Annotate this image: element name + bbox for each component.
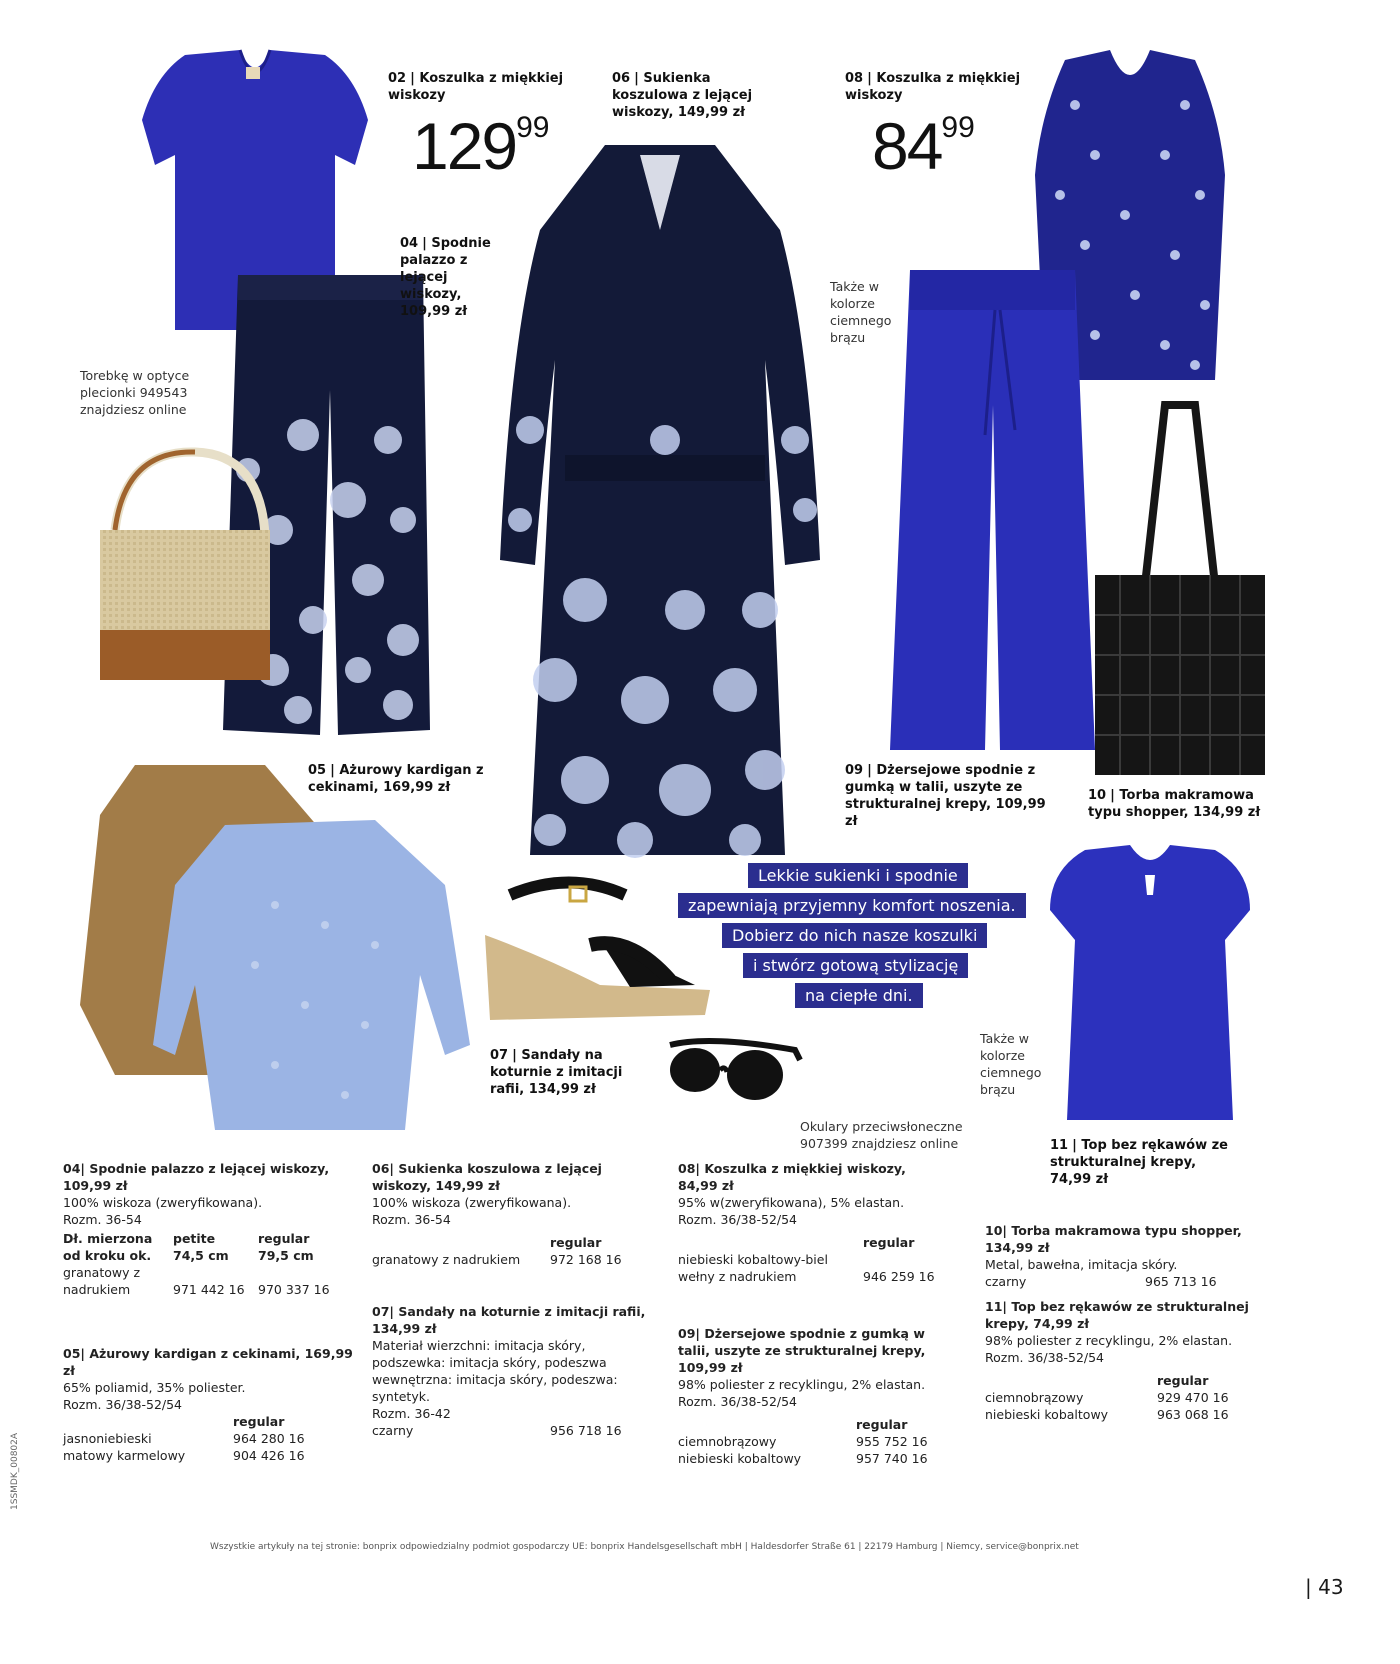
detail-sizes: Rozm. 36/38-52/54 bbox=[985, 1350, 1105, 1365]
product-name: Koszulka z miękkiej wiskozy bbox=[845, 71, 1021, 103]
color-code: 964 280 16 bbox=[233, 1431, 305, 1446]
detail-title: Spodnie palazzo z lejącej wiskozy, 109,99 zł bbox=[63, 1161, 330, 1193]
regular-header: regular bbox=[233, 1414, 285, 1429]
regular-header: regular bbox=[1157, 1373, 1209, 1388]
shirt-dress-image bbox=[475, 140, 845, 860]
detail-material: 100% wiskoza (zweryfikowana). bbox=[372, 1195, 572, 1210]
color-name: niebieski kobaltowy bbox=[678, 1451, 802, 1466]
detail-number: 10 bbox=[985, 1223, 1003, 1238]
detail-number: 04 bbox=[63, 1161, 81, 1176]
regular-header: regular bbox=[863, 1235, 915, 1250]
details-08: 08| Koszulka z miękkiej wiskozy, 84,99 zł 95% w(zweryfikowana), 5% elastan. Rozm. 36/38-52/54 regular niebieski kobaltowy-biel wełny z nadrukiem 946 259 16 bbox=[678, 1160, 948, 1285]
product-name: Sandały na koturnie z imitacji rafii, 134,99 zł bbox=[490, 1048, 623, 1097]
product-11-label: 11 | Top bez rękawów ze strukturalnej krepy, 74,99 zł bbox=[1050, 1138, 1228, 1187]
color-code: 904 426 16 bbox=[233, 1448, 305, 1463]
details-04: 04| Spodnie palazzo z lejącej wiskozy, 109,99 zł 100% wiskoza (zweryfikowana). Rozm. 36-54 Dł. mierzona od kroku ok. petite 74,5 cm regular 79,5 cm granatowy z nadrukiem 971 442 16 970 337 16 bbox=[63, 1160, 353, 1298]
detail-title: Dżersejowe spodnie z gumką w talii, uszyte ze strukturalnej krepy, 109,99 zł bbox=[678, 1326, 926, 1375]
color-code: 946 259 16 bbox=[863, 1269, 935, 1284]
legal-footer: Wszystkie artykuły na tej stronie: bonprix odpowiedzialny podmiot gospodarczy UE: bonprix Handelsgesellschaft mbH | Haldesdorfer Straße 61 | 22179 Hamburg | Niemcy, service@bonprix.net bbox=[210, 1542, 1079, 1552]
detail-number: 07 bbox=[372, 1304, 390, 1319]
price-cents: 99 bbox=[941, 111, 975, 144]
product-06-label: 06 | Sukienka koszulowa z lejącej wiskozy, 149,99 zł bbox=[612, 71, 753, 120]
product-number: 07 bbox=[490, 1048, 509, 1063]
petite-header: petite bbox=[173, 1231, 216, 1246]
details-07: 07| Sandały na koturnie z imitacji rafii, 134,99 zł Materiał wierzchni: imitacja skóry, podszewka: imitacja skóry, podeszwa wewnętrzna: imitacja skóry, podeszwa: syntetyk. Rozm. 36-42 czarny 956 718 16 bbox=[372, 1303, 652, 1439]
bag-note: Torebkę w optyce plecionki 949543 znajdziesz online bbox=[80, 368, 190, 417]
banner-line: Dobierz do nich nasze koszulki bbox=[722, 923, 987, 948]
straw-bag-image bbox=[85, 440, 285, 690]
product-number: 10 bbox=[1088, 788, 1107, 803]
detail-material: Metal, bawełna, imitacja skóry. bbox=[985, 1257, 1178, 1272]
petite-code: 971 442 16 bbox=[173, 1282, 245, 1297]
details-09: 09| Dżersejowe spodnie z gumką w talii, uszyte ze strukturalnej krepy, 109,99 zł 98% poliester z recyklingu, 2% elastan. Rozm. 36/38-52/54 regular ciemnobrązowy 955 752 16 niebieski kobaltowy 957 740 16 bbox=[678, 1325, 953, 1467]
detail-sizes: Rozm. 36-42 bbox=[372, 1406, 451, 1421]
petite-length: 74,5 cm bbox=[173, 1248, 229, 1263]
color-name: jasnoniebieski bbox=[63, 1431, 152, 1446]
product-number: 09 bbox=[845, 763, 864, 778]
banner-line: Lekkie sukienki i spodnie bbox=[748, 863, 968, 888]
detail-material: 95% w(zweryfikowana), 5% elastan. bbox=[678, 1195, 905, 1210]
details-11: 11| Top bez rękawów ze strukturalnej krepy, 74,99 zł 98% poliester z recyklingu, 2% elastan. Rozm. 36/38-52/54 regular ciemnobrązowy 929 470 16 niebieski kobaltowy 963 068 16 bbox=[985, 1298, 1275, 1423]
detail-number: 08 bbox=[678, 1161, 696, 1176]
product-name: Torba makramowa typu shopper, 134,99 zł bbox=[1088, 788, 1261, 820]
color-name: czarny bbox=[372, 1423, 414, 1438]
macrame-bag-image bbox=[1090, 400, 1270, 780]
product-number: 06 bbox=[612, 71, 631, 86]
product-09-label: 09 | Dżersejowe spodnie z gumką w talii, uszyte ze strukturalnej krepy, 109,99 zł bbox=[845, 763, 1046, 829]
product-number: 05 bbox=[308, 763, 327, 778]
regular-header: regular bbox=[856, 1417, 908, 1432]
blue-pants-image bbox=[885, 265, 1100, 755]
color-code: 929 470 16 bbox=[1157, 1390, 1229, 1405]
product-number: 11 bbox=[1050, 1138, 1069, 1153]
detail-material: Materiał wierzchni: imitacja skóry, podszewka: imitacja skóry, podeszwa wewnętrzna: imitacja skóry, podeszwa: syntetyk. bbox=[372, 1338, 618, 1404]
color-name: niebieski kobaltowy-biel wełny z nadrukiem bbox=[678, 1252, 828, 1284]
detail-title: Top bez rękawów ze strukturalnej krepy, 74,99 zł bbox=[985, 1299, 1249, 1331]
detail-sizes: Rozm. 36-54 bbox=[63, 1212, 142, 1227]
regular-header: regular bbox=[258, 1231, 310, 1246]
detail-number: 11 bbox=[985, 1299, 1003, 1314]
product-name: Ażurowy kardigan z cekinami, 169,99 zł bbox=[308, 763, 484, 795]
price-main: 129 bbox=[412, 109, 517, 183]
detail-number: 06 bbox=[372, 1161, 390, 1176]
top-color-note: Także w kolorze ciemnego brązu bbox=[980, 1031, 1042, 1097]
details-10: 10| Torba makramowa typu shopper, 134,99 zł Metal, bawełna, imitacja skóry. czarny 965 713 16 bbox=[985, 1222, 1275, 1290]
banner-line: na ciepłe dni. bbox=[795, 983, 923, 1008]
color-code: 956 718 16 bbox=[550, 1423, 622, 1438]
product-02-label: 02 | Koszulka z miękkiej wiskozy bbox=[388, 71, 564, 103]
product-number: 04 bbox=[400, 236, 419, 251]
product-number: 08 bbox=[845, 71, 864, 86]
product-02-price bbox=[412, 109, 550, 183]
product-05-label: 05 | Ażurowy kardigan z cekinami, 169,99 zł bbox=[308, 763, 484, 795]
sunglasses-note: Okulary przeciwsłoneczne 907399 znajdziesz online bbox=[800, 1119, 963, 1151]
detail-sizes: Rozm. 36-54 bbox=[372, 1212, 451, 1227]
details-05: 05| Ażurowy kardigan z cekinami, 169,99 zł 65% poliamid, 35% poliester. Rozm. 36/38-52/54 regular jasnoniebieski 964 280 16 matowy karmelowy 904 426 16 bbox=[63, 1346, 353, 1463]
color-name: ciemnobrązowy bbox=[678, 1434, 777, 1449]
color-name: niebieski kobaltowy bbox=[985, 1407, 1109, 1422]
page-number: | 43 bbox=[1305, 1575, 1344, 1599]
detail-material: 98% poliester z recyklingu, 2% elastan. bbox=[985, 1333, 1233, 1348]
regular-header: regular bbox=[550, 1235, 602, 1250]
sunglasses-image bbox=[665, 1030, 805, 1110]
color-name: matowy karmelowy bbox=[63, 1448, 186, 1463]
color-name: granatowy z nadrukiem bbox=[63, 1265, 141, 1297]
product-07-label: 07 | Sandały na koturnie z imitacji rafii, 134,99 zł bbox=[490, 1048, 623, 1097]
product-name: Dżersejowe spodnie z gumką w talii, uszyte ze strukturalnej krepy, 109,99 zł bbox=[845, 763, 1046, 829]
price-main: 84 bbox=[872, 109, 942, 183]
detail-sizes: Rozm. 36/38-52/54 bbox=[678, 1394, 798, 1409]
product-name: Sukienka koszulowa z lejącej wiskozy, 149,99 zł bbox=[612, 71, 753, 120]
pants-color-note: Także w kolorze ciemnego brązu bbox=[830, 279, 892, 345]
product-08-label: 08 | Koszulka z miękkiej wiskozy bbox=[845, 71, 1021, 103]
product-08-price bbox=[872, 109, 975, 183]
color-name: czarny bbox=[985, 1274, 1027, 1289]
color-code: 957 740 16 bbox=[856, 1451, 928, 1466]
sleeveless-top-image bbox=[1045, 840, 1255, 1125]
details-06: 06| Sukienka koszulowa z lejącej wiskozy, 149,99 zł 100% wiskoza (zweryfikowana). Rozm. 36-54 regular granatowy z nadrukiem 972 168 16 bbox=[372, 1160, 637, 1268]
product-name: Top bez rękawów ze strukturalnej krepy, 74,99 zł bbox=[1050, 1138, 1228, 1187]
catalog-code: 1SSMDK_00802A bbox=[10, 1432, 20, 1510]
length-header: Dł. mierzona od kroku ok. bbox=[63, 1231, 153, 1263]
detail-title: Koszulka z miękkiej wiskozy, 84,99 zł bbox=[678, 1161, 906, 1193]
color-code: 963 068 16 bbox=[1157, 1407, 1229, 1422]
regular-length: 79,5 cm bbox=[258, 1248, 314, 1263]
detail-number: 05 bbox=[63, 1346, 81, 1361]
color-name: ciemnobrązowy bbox=[985, 1390, 1084, 1405]
color-code: 965 713 16 bbox=[1145, 1274, 1217, 1289]
detail-title: Sandały na koturnie z imitacji rafii, 134,99 zł bbox=[372, 1304, 646, 1336]
detail-sizes: Rozm. 36/38-52/54 bbox=[678, 1212, 798, 1227]
regular-code: 970 337 16 bbox=[258, 1282, 330, 1297]
color-code: 972 168 16 bbox=[550, 1252, 622, 1267]
color-name: granatowy z nadrukiem bbox=[372, 1252, 521, 1267]
cardigans-image bbox=[75, 755, 475, 1135]
color-code: 955 752 16 bbox=[856, 1434, 928, 1449]
detail-material: 65% poliamid, 35% poliester. bbox=[63, 1380, 246, 1395]
product-name: Koszulka z miękkiej wiskozy bbox=[388, 71, 564, 103]
product-10-label: 10 | Torba makramowa typu shopper, 134,99 zł bbox=[1088, 788, 1261, 820]
detail-title: Torba makramowa typu shopper, 134,99 zł bbox=[985, 1223, 1242, 1255]
detail-sizes: Rozm. 36/38-52/54 bbox=[63, 1397, 183, 1412]
detail-title: Ażurowy kardigan z cekinami, 169,99 zł bbox=[63, 1346, 353, 1378]
detail-material: 98% poliester z recyklingu, 2% elastan. bbox=[678, 1377, 926, 1392]
product-name: Spodnie palazzo z lejącej wiskozy, 109,99 zł bbox=[400, 236, 491, 319]
detail-material: 100% wiskoza (zweryfikowana). bbox=[63, 1195, 263, 1210]
product-04-label: 04 | Spodnie palazzo z lejącej wiskozy, 109,99 zł bbox=[400, 236, 491, 319]
banner-line: zapewniają przyjemny komfort noszenia. bbox=[678, 893, 1026, 918]
detail-title: Sukienka koszulowa z lejącej wiskozy, 149,99 zł bbox=[372, 1161, 602, 1193]
product-number: 02 bbox=[388, 71, 407, 86]
detail-number: 09 bbox=[678, 1326, 696, 1341]
price-cents: 99 bbox=[516, 111, 550, 144]
banner-line: i stwórz gotową stylizację bbox=[743, 953, 968, 978]
page-number-value: 43 bbox=[1318, 1575, 1344, 1599]
